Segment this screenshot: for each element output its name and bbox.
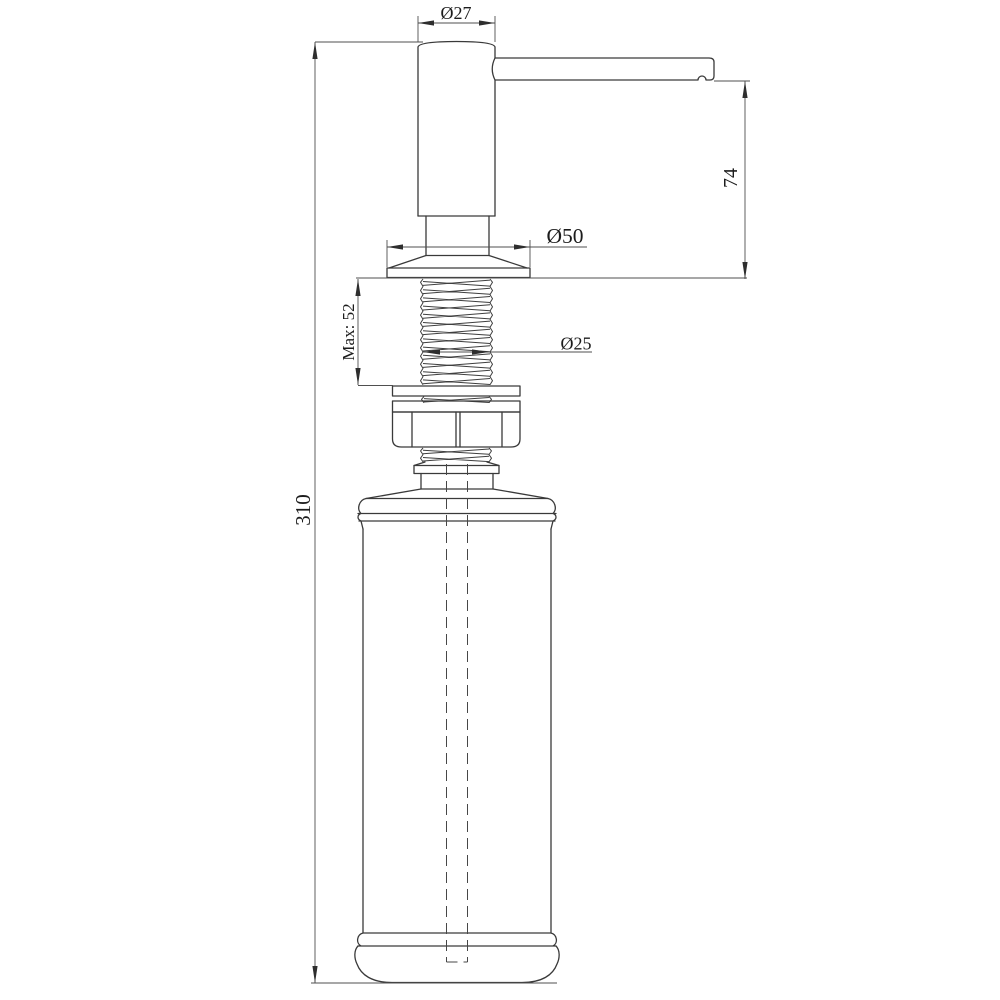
arrow-right-icon: [479, 20, 495, 25]
arrow-left-icon: [418, 20, 434, 25]
bottle-bottom-cup: [355, 946, 559, 983]
locking-nut: [393, 401, 521, 447]
dim-spout-height-label: 74: [720, 168, 742, 188]
thread-upper: [421, 279, 493, 385]
bottle-shoulder: [366, 489, 548, 499]
dip-tube: [447, 464, 468, 962]
arrow-up-icon: [355, 279, 360, 296]
dim-overall-height: [291, 42, 557, 983]
dim-overall-height-label: 310: [291, 494, 315, 526]
arrow-down-icon: [742, 262, 747, 279]
bottle-neck: [421, 474, 493, 490]
pump-neck: [426, 216, 489, 256]
arrow-up-icon: [742, 81, 747, 98]
arrow-down-icon: [312, 966, 317, 983]
spout-outline: [495, 58, 714, 80]
arrow-up-icon: [312, 42, 317, 59]
mounting-washer: [393, 386, 521, 396]
pump-head: [418, 42, 495, 217]
collar-disc: [414, 466, 499, 474]
dim-head-diameter: [418, 3, 495, 42]
nut-top-plate: [393, 401, 521, 412]
dim-max-deck-thickness-label: Max: 52: [339, 303, 358, 361]
thread-lower: [421, 448, 492, 462]
thread-mid: [422, 397, 492, 403]
bottle-top-rings: [358, 499, 556, 530]
nut-facet-lines: [412, 412, 502, 447]
pump-spout: [495, 58, 714, 80]
bottle: [355, 489, 559, 983]
dip-tube-hidden-lines: [447, 464, 468, 962]
dim-flange-diameter: [387, 224, 587, 267]
dim-thread-diameter-label: Ø25: [560, 333, 592, 354]
bottle-body-sides: [363, 529, 551, 933]
dim-flange-diameter-label: Ø50: [546, 224, 584, 248]
dim-thread-diameter: [423, 334, 592, 355]
dim-max-deck-thickness: [339, 279, 393, 386]
dim-head-diameter-label: Ø27: [440, 3, 472, 23]
bottle-bottom-rings: [358, 933, 557, 946]
mounting-flange: [387, 256, 530, 278]
washer-plate: [393, 386, 521, 396]
arrow-down-icon: [355, 368, 360, 385]
flange-cone: [389, 256, 527, 269]
arrow-left-icon: [387, 244, 403, 249]
arrow-right-icon: [514, 244, 530, 249]
bottle-collar: [414, 462, 499, 489]
dim-spout-height: [714, 81, 750, 279]
flange-rim: [387, 268, 530, 278]
pump-head-outline: [418, 42, 495, 217]
